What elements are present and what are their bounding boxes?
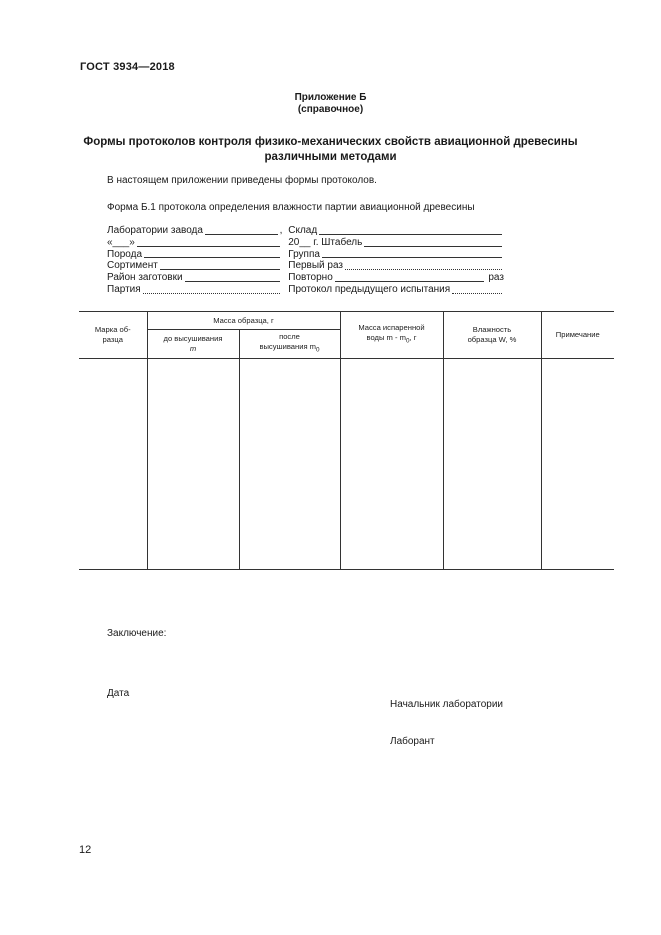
table-cell-before[interactable] bbox=[147, 359, 239, 570]
table-cell-mark[interactable] bbox=[79, 359, 147, 570]
field-previous-line[interactable] bbox=[452, 293, 502, 294]
lab-head-label: Начальник лаборатории bbox=[390, 699, 503, 710]
main-title bbox=[0, 135, 661, 165]
field-month-line[interactable] bbox=[137, 246, 281, 247]
field-group-line[interactable] bbox=[322, 257, 502, 258]
table-cell-note[interactable] bbox=[541, 359, 614, 570]
field-group-label: Группа bbox=[288, 248, 320, 260]
main-title-line-2: различными методами bbox=[264, 151, 397, 163]
field-repeat-unit: раз bbox=[488, 272, 504, 284]
header-fields bbox=[107, 225, 504, 296]
field-batch-label: Партия bbox=[107, 283, 141, 295]
conclusion-label: Заключение: bbox=[107, 628, 167, 639]
field-lab-label: Лаборатории завода bbox=[107, 225, 203, 236]
form-caption: Форма Б.1 протокола определения влажности партии авиационной древесины bbox=[107, 202, 475, 213]
table-row bbox=[79, 359, 614, 570]
field-row-4 bbox=[107, 260, 504, 272]
intro-paragraph: В настоящем приложении приведены формы протоколов. bbox=[107, 175, 377, 186]
field-previous-label: Протокол предыдущего испытания bbox=[288, 283, 451, 295]
field-species-label: Порода bbox=[107, 248, 143, 260]
lab-assistant-label: Лаборант bbox=[390, 736, 435, 747]
main-title-line-1: Формы протоколов контроля физико-механических свойств авиационной древесины bbox=[83, 136, 578, 148]
col-moisture-header: Влажность образца W, % bbox=[443, 312, 541, 359]
table-cell-moisture[interactable] bbox=[443, 359, 541, 570]
col-mark-header: Марка об- разца bbox=[79, 312, 147, 359]
standard-designation: ГОСТ 3934—2018 bbox=[80, 61, 175, 73]
appendix-subtitle: (справочное) bbox=[297, 104, 364, 115]
field-repeat-label: Повторно bbox=[288, 272, 333, 284]
field-grade-line[interactable] bbox=[160, 269, 281, 270]
field-row-3 bbox=[107, 249, 504, 261]
protocol-table bbox=[79, 311, 614, 570]
date-label: Дата bbox=[107, 688, 130, 699]
field-species-line[interactable] bbox=[144, 257, 280, 258]
table-header-row bbox=[79, 312, 614, 330]
field-grade-label: Сортимент bbox=[107, 260, 158, 272]
field-repeat-line[interactable] bbox=[335, 281, 485, 282]
col-note-header: Примечание bbox=[541, 312, 614, 359]
table-cell-after[interactable] bbox=[239, 359, 340, 570]
field-first-time-line[interactable] bbox=[345, 269, 502, 270]
field-warehouse-line[interactable] bbox=[319, 234, 502, 235]
field-region-label: Район заготовки bbox=[107, 272, 183, 284]
field-row-5 bbox=[107, 272, 504, 284]
field-lab-line[interactable] bbox=[205, 234, 278, 235]
col-before-drying-header: до высушивания m bbox=[147, 330, 239, 359]
field-warehouse-label: Склад bbox=[288, 225, 318, 236]
field-row-2 bbox=[107, 237, 504, 249]
field-first-time-label: Первый раз bbox=[288, 260, 344, 272]
appendix-title: Приложение Б bbox=[294, 92, 367, 103]
col-mass-header: Масса образца, г bbox=[147, 312, 340, 330]
col-after-drying-header: после высушивания $m_0$ bbox=[239, 330, 340, 359]
table-cell-evaporated[interactable] bbox=[340, 359, 443, 570]
field-stack-line[interactable] bbox=[364, 246, 502, 247]
field-batch-line[interactable] bbox=[143, 293, 281, 294]
field-row-6 bbox=[107, 284, 504, 296]
page-number: 12 bbox=[79, 844, 92, 856]
field-stack-label: 20__ г. Штабель bbox=[288, 236, 363, 248]
field-region-line[interactable] bbox=[185, 281, 281, 282]
field-day-label: «___» bbox=[107, 236, 135, 248]
field-row-1: Лаборатории завода , Склад bbox=[107, 225, 504, 237]
col-evaporated-header: Масса испаренной воды m - $m_0$, г bbox=[340, 312, 443, 359]
